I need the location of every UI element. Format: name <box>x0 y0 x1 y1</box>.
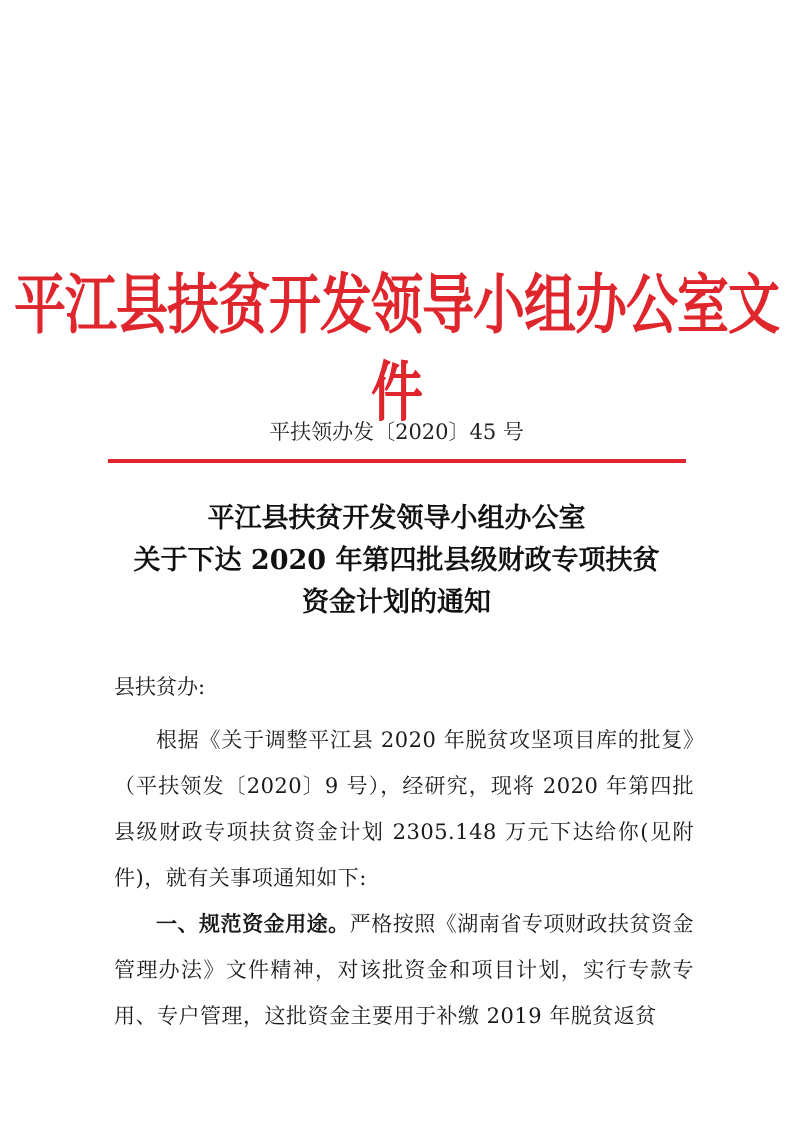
paragraph-1: 根据《关于调整平江县 2020 年脱贫攻坚项目库的批复》（平扶领发〔2020〕9 号），经研究，现将 2020 年第四批县级财政专项扶贫资金计划 2305.148 万元下达给你(见附件)，就有关事项通知如下: <box>114 728 694 890</box>
red-divider-line <box>108 459 686 463</box>
section-1-heading: 一、规范资金用途。 <box>156 911 350 936</box>
paragraph-2 <box>114 901 694 1039</box>
notice-title-line-1: 平江县扶贫开发领导小组办公室 <box>207 503 586 534</box>
notice-title <box>0 498 793 624</box>
body-text <box>114 717 694 1039</box>
document-number: 平扶领办发〔2020〕45 号 <box>269 420 524 444</box>
document-header-title: 平江县扶贫开发领导小组办公室文件 <box>13 267 779 431</box>
notice-title-line-3: 资金计划的通知 <box>302 587 491 618</box>
notice-title-line-2: 关于下达 2020 年第四批县级财政专项扶贫 <box>133 545 660 576</box>
recipient-line: 县扶贫办: <box>114 675 206 699</box>
section-1-text: 严格按照《湖南省专项财政扶贫资金管理办法》文件精神，对该批资金和项目计划，实行专款专用、专户管理，这批资金主要用于补缴 2019 年脱贫返贫 <box>114 912 694 1028</box>
